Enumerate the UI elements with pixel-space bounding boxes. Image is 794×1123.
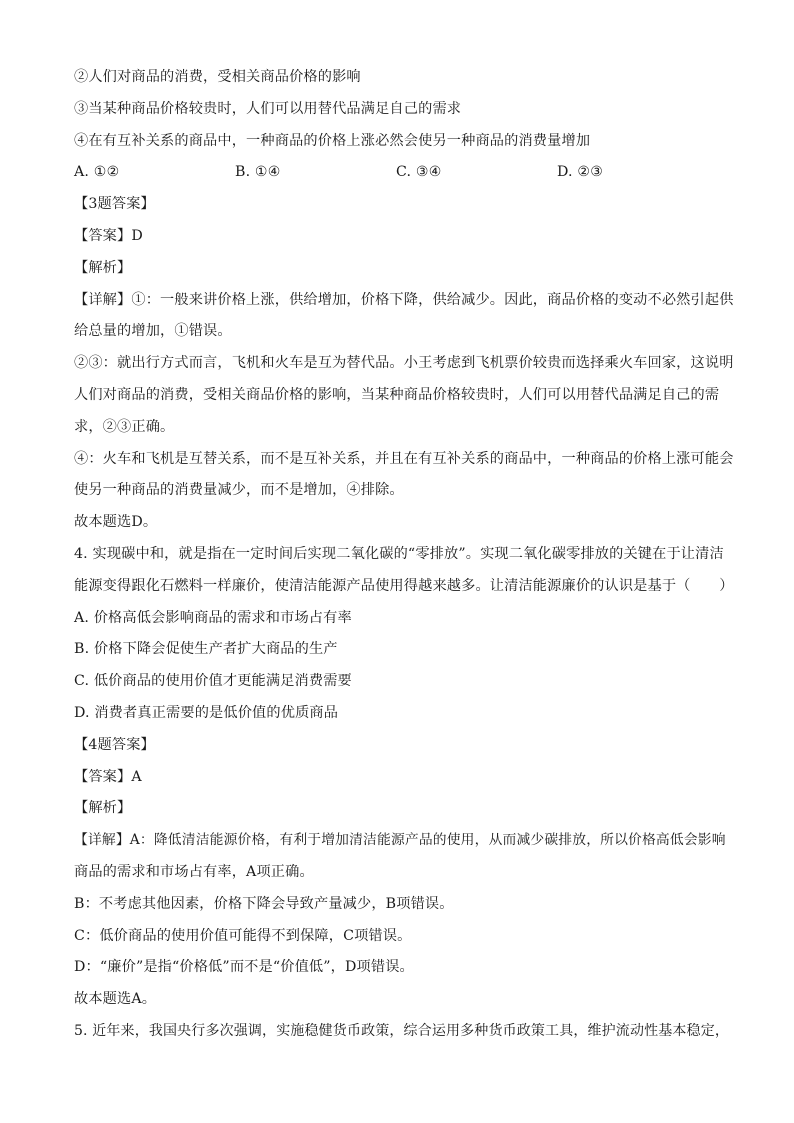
q4-answer-header: 【4题答案】 [74, 736, 155, 753]
q3-detail-line: 给总量的增加，①错误。 [74, 323, 232, 340]
q4-option-c: C. 低价商品的使用价值才更能满足消费需要 [74, 673, 352, 690]
q4-detail-line: 【详解】A：降低清洁能源价格，有利于增加清洁能源产品的使用，从而减少碳排放，所以价格高低会影响 [74, 832, 726, 849]
q4-option-d: D. 消费者真正需要的是低价值的优质商品 [74, 704, 339, 721]
q3-option-a: A. ①② [74, 164, 120, 181]
q3-answer: 【答案】D [74, 227, 143, 244]
q3-detail-line: ②③：就出行方式而言，飞机和火车是互为替代品。小王考虑到飞机票价较贵而选择乘火车回家，这说明 [74, 355, 734, 372]
q4-detail-line: C：低价商品的使用价值可能得不到保障，C项错误。 [74, 927, 412, 944]
q4-answer: 【答案】A [74, 768, 142, 785]
q3-statement-4: ④在有互补关系的商品中，一种商品的价格上涨必然会使另一种商品的消费量增加 [74, 132, 591, 149]
q3-statement-3: ③当某种商品价格较贵时，人们可以用替代品满足自己的需求 [74, 100, 462, 117]
q3-detail-line: 人们对商品的消费，受相关商品价格的影响，当某种商品价格较贵时，人们可以用替代品满足自己的需 [74, 386, 720, 403]
q4-stem-line: 能源变得跟化石燃料一样廉价，使清洁能源产品使用得越来越多。让清洁能源廉价的认识是基于（ ） [74, 577, 734, 594]
document-page [74, 62, 734, 1048]
q3-detail-line: 【详解】①：一般来讲价格上涨，供给增加，价格下降，供给减少。因此，商品价格的变动不必然引起供 [74, 291, 734, 308]
q4-detail-line: B：不考虑其他因素，价格下降会导致产量减少，B项错误。 [74, 895, 454, 912]
q3-option-d: D. ②③ [557, 164, 604, 181]
q4-conclusion: 故本题选A。 [74, 991, 157, 1008]
q3-detail-line: 求，②③正确。 [74, 418, 175, 435]
q3-option-c: C. ③④ [396, 164, 442, 181]
q3-answer-header: 【3题答案】 [74, 196, 155, 213]
q4-analysis-header: 【解析】 [74, 800, 132, 817]
q3-options [74, 157, 734, 189]
q4-option-b: B. 价格下降会促使生产者扩大商品的生产 [74, 641, 338, 658]
q4-detail-line: D：“廉价”是指“价格低”而不是“价值低”，D项错误。 [74, 959, 414, 976]
q4-option-a: A. 价格高低会影响商品的需求和市场占有率 [74, 609, 352, 626]
q3-option-b: B. ①④ [235, 164, 281, 181]
q4-detail-line: 商品的需求和市场占有率，A项正确。 [74, 863, 314, 880]
q3-analysis-header: 【解析】 [74, 259, 132, 276]
q3-statement-2: ②人们对商品的消费，受相关商品价格的影响 [74, 69, 361, 85]
q3-detail-line: ④：火车和飞机是互替关系，而不是互补关系，并且在有互补关系的商品中，一种商品的价格上涨可能会 [74, 450, 734, 467]
q4-stem-line: 4. 实现碳中和，就是指在一定时间后实现二氧化碳的“零排放”。实现二氧化碳零排放的关键在于让清洁 [74, 545, 724, 562]
q3-detail-line: 使另一种商品的消费量减少，而不是增加，④排除。 [74, 482, 404, 499]
q3-conclusion: 故本题选D。 [74, 514, 158, 531]
q5-stem-line: 5. 近年来，我国央行多次强调，实施稳健货币政策，综合运用多种货币政策工具，维护流动性基本稳定， [74, 1022, 730, 1039]
